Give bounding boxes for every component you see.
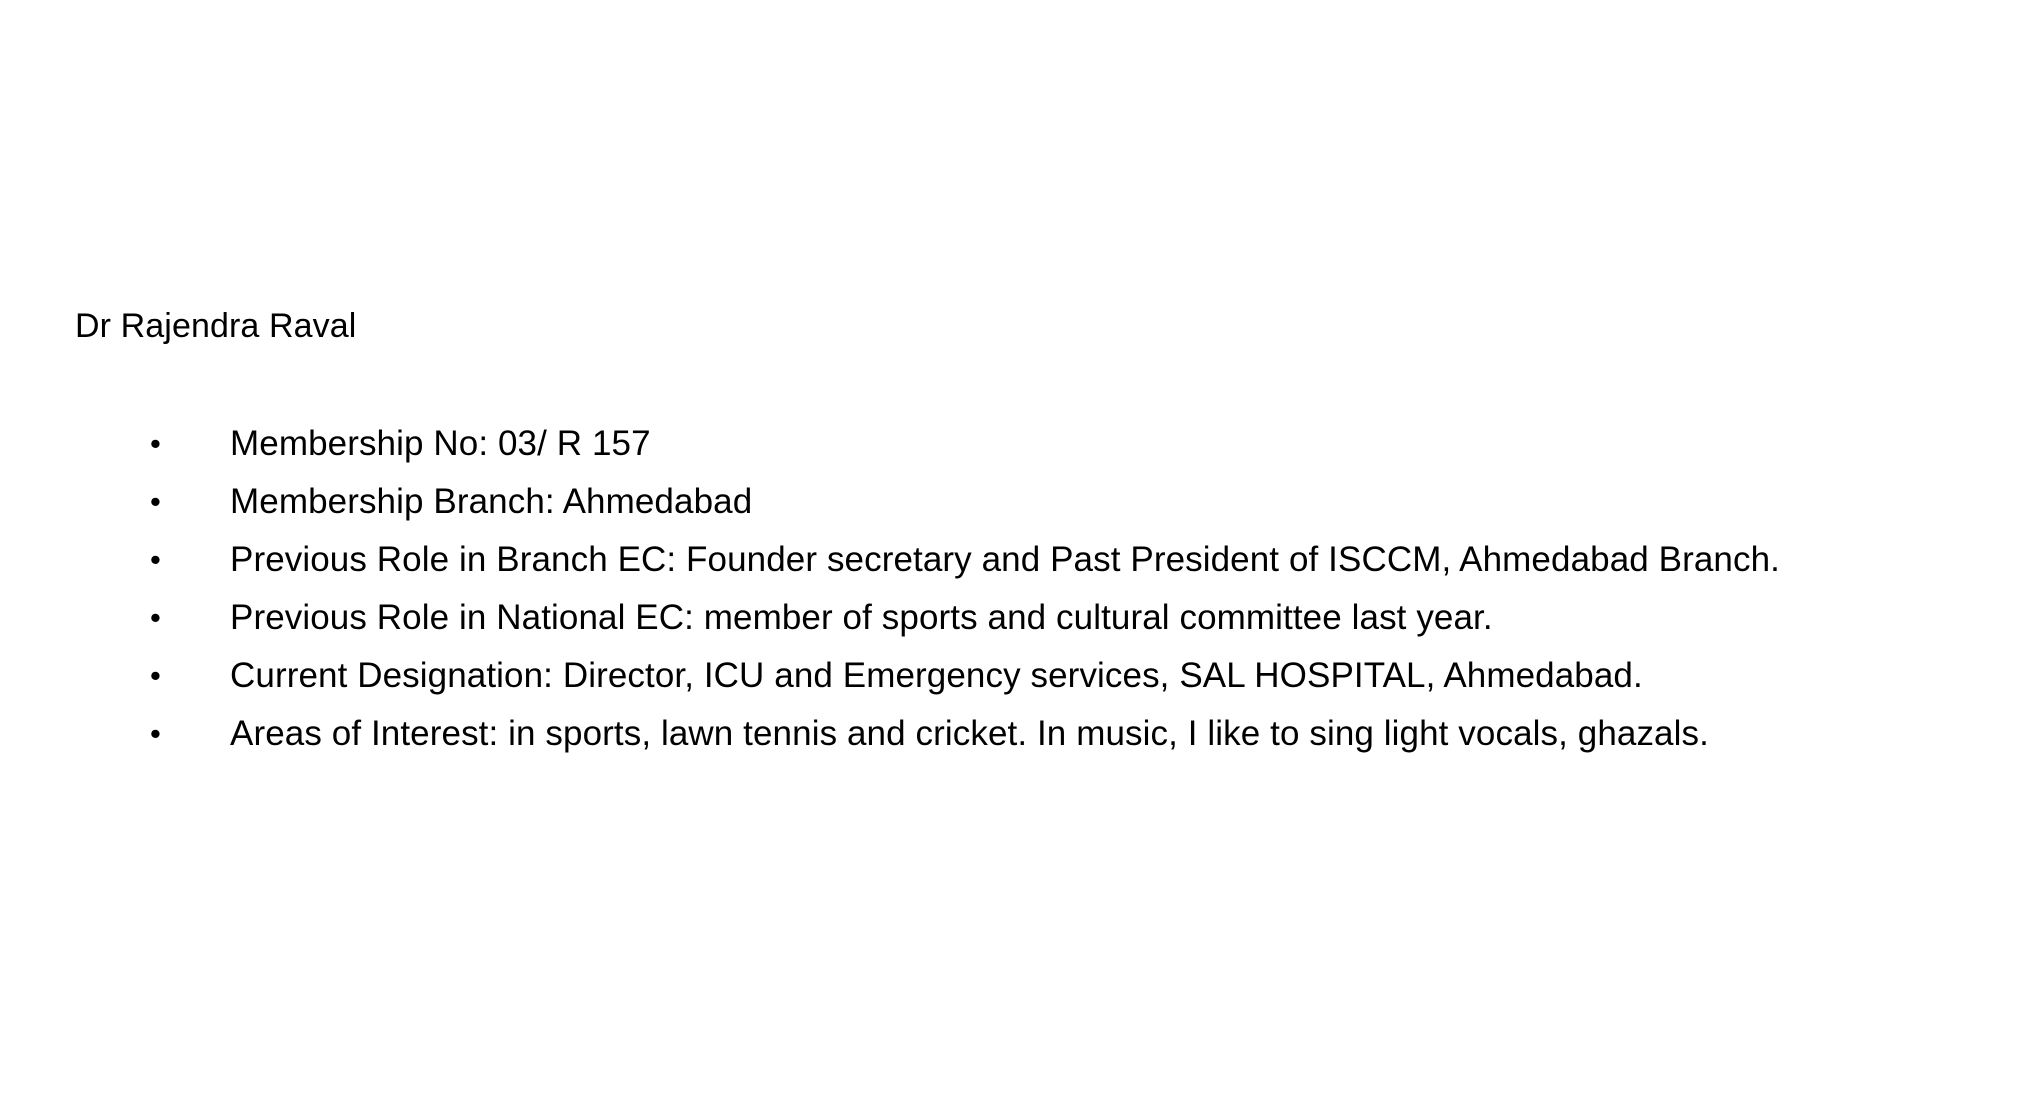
list-item (140, 589, 1940, 647)
list-item (140, 415, 1940, 473)
bullet-icon: • (150, 484, 161, 519)
bullet-list (140, 415, 1940, 763)
bullet-icon: • (150, 600, 161, 635)
bullet-icon: • (150, 542, 161, 577)
list-item-text: Membership Branch: Ahmedabad (230, 482, 753, 521)
bullet-icon: • (150, 426, 161, 461)
bullet-icon: • (150, 658, 161, 693)
page-title: Dr Rajendra Raval (75, 307, 357, 345)
list-item-text: Current Designation: Director, ICU and Emergency services, SAL HOSPITAL, Ahmedabad. (230, 656, 1643, 695)
list-item-text: Areas of Interest: in sports, lawn tennis and cricket. In music, I like to sing light vocals, ghazals. (230, 714, 1709, 753)
list-item-text: Previous Role in Branch EC: Founder secretary and Past President of ISCCM, Ahmedabad Branch. (230, 540, 1780, 579)
list-item-text: Membership No: 03/ R 157 (230, 424, 651, 463)
list-item-text: Previous Role in National EC: member of sports and cultural committee last year. (230, 598, 1493, 637)
bullet-icon: • (150, 716, 161, 751)
list-item (140, 705, 1940, 763)
list-item (140, 473, 1940, 531)
list-item (140, 531, 1940, 589)
list-item (140, 647, 1940, 705)
